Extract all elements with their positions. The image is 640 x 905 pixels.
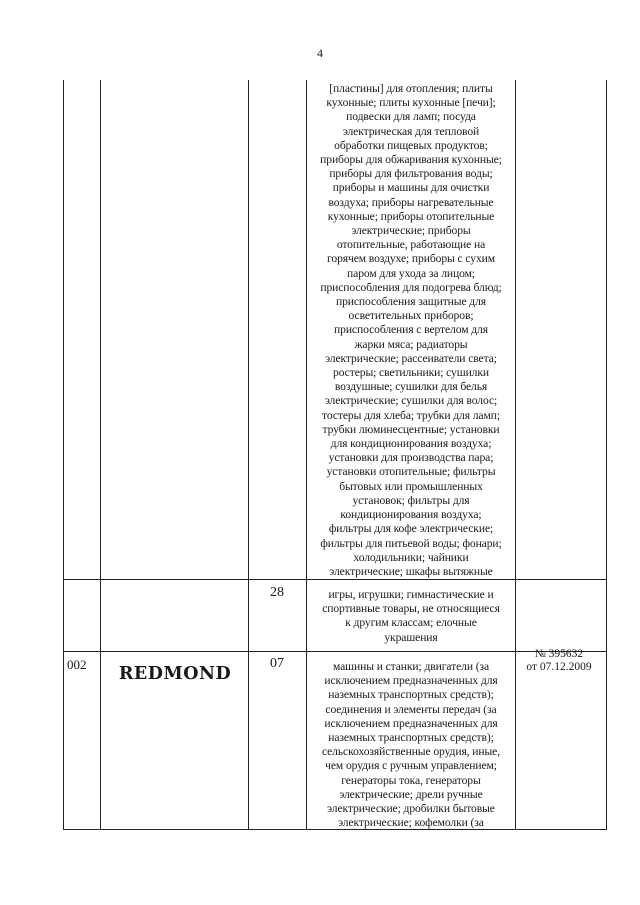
goods-line: исключением предназначенных для <box>324 716 498 730</box>
goods-list <box>308 588 514 645</box>
goods-line: игры, игрушки; гимнастические и <box>328 588 494 601</box>
column-divider-3 <box>306 80 307 830</box>
goods-line: осветительных приборов; <box>348 309 474 323</box>
goods-line: наземных транспортных средств); <box>328 731 494 745</box>
table-border-left <box>63 80 64 830</box>
column-divider-4 <box>515 80 516 830</box>
goods-line: [пластины] для отопления; плиты <box>329 82 493 95</box>
goods-list-continued <box>308 82 514 579</box>
goods-line: наземных транспортных средств); <box>328 688 494 702</box>
goods-line: ростеры; светильники; сушилки <box>333 366 489 380</box>
goods-line: приспособления с вертелом для <box>334 323 488 337</box>
goods-line: установки отопительные; фильтры <box>326 465 496 479</box>
sequence-number: 002 <box>67 657 87 672</box>
class-number: 07 <box>270 656 284 671</box>
goods-line: установок; фильтры для <box>352 493 470 507</box>
column-divider-2 <box>248 80 249 830</box>
goods-line: воздуха; приборы нагревательные <box>328 195 494 209</box>
goods-line: отопительные, работающие на <box>336 238 486 252</box>
goods-line: приборы для обжаривания кухонные; <box>320 153 502 167</box>
goods-line: электрические; дрели ручные <box>339 787 483 801</box>
goods-line: установки для производства пара; <box>328 451 494 465</box>
goods-line: приспособления для подогрева блюд; <box>320 280 502 294</box>
goods-line: паром для ухода за лицом; <box>347 266 475 280</box>
column-divider-1 <box>100 80 101 830</box>
goods-line: воздушные; сушилки для белья <box>334 380 488 394</box>
goods-line: кухонные; плиты кухонные [печи]; <box>326 96 496 110</box>
goods-line: жарки мяса; радиаторы <box>354 337 468 351</box>
goods-line: кондиционирования воздуха; <box>340 508 482 522</box>
goods-line: машины и станки; двигатели (за <box>332 660 490 673</box>
goods-list <box>308 660 514 830</box>
registration-date: от 07.12.2009 <box>526 661 592 673</box>
goods-line: приборы и машины для очистки <box>332 181 490 195</box>
goods-line: электрические; приборы <box>351 224 471 238</box>
goods-line: чем орудия с ручным управлением; <box>325 759 497 773</box>
goods-line: холодильники; чайники <box>353 550 469 564</box>
goods-line: фильтры для кофе электрические; <box>328 522 494 536</box>
goods-line: обработки пищевых продуктов; <box>334 138 488 152</box>
goods-line: горячем воздухе; приборы с сухим <box>327 252 495 266</box>
goods-line: подвески для ламп; посуда <box>346 110 476 124</box>
goods-line: электрические; дробилки бытовые <box>327 802 495 816</box>
goods-line: для кондиционирования воздуха; <box>330 437 492 451</box>
goods-line: фильтры для питьевой воды; фонари; <box>320 536 502 550</box>
goods-line: приборы для фильтрования воды; <box>329 167 493 181</box>
goods-line: генераторы тока, генераторы <box>341 773 481 787</box>
goods-line: электрическая для тепловой <box>342 124 480 138</box>
row-divider-1 <box>63 579 607 580</box>
goods-line: электрические; рассеиватели света; <box>325 351 497 365</box>
goods-line: сельскохозяйственные орудия, иные, <box>321 745 501 759</box>
goods-line: исключением предназначенных для <box>324 674 498 688</box>
goods-line: к другим классам; елочные <box>345 616 477 630</box>
goods-line: трубки люминесцентные; установки <box>322 422 500 436</box>
goods-line: электрические; кофемолки (за <box>338 816 484 830</box>
goods-line: соединения и элементы передач (за <box>325 702 497 716</box>
table-border-right <box>606 80 607 830</box>
page-number: 4 <box>317 46 323 60</box>
goods-line: украшения <box>384 630 438 644</box>
goods-line: спортивные товары, не относящиеся <box>322 602 500 616</box>
goods-line: тостеры для хлеба; трубки для ламп; <box>322 408 500 422</box>
goods-line: электрические; шкафы вытяжные <box>329 564 493 578</box>
registration-number: № 395632 <box>534 648 584 660</box>
goods-line: электрические; сушилки для волос; <box>324 394 498 408</box>
class-number: 28 <box>270 585 284 600</box>
goods-line: кухонные; приборы отопительные <box>327 209 495 223</box>
registration-info <box>518 648 600 674</box>
goods-line: бытовых или промышленных <box>339 479 483 493</box>
trademark-redmond: REDMOND <box>118 664 232 684</box>
goods-line: приспособления защитные для <box>335 295 487 309</box>
